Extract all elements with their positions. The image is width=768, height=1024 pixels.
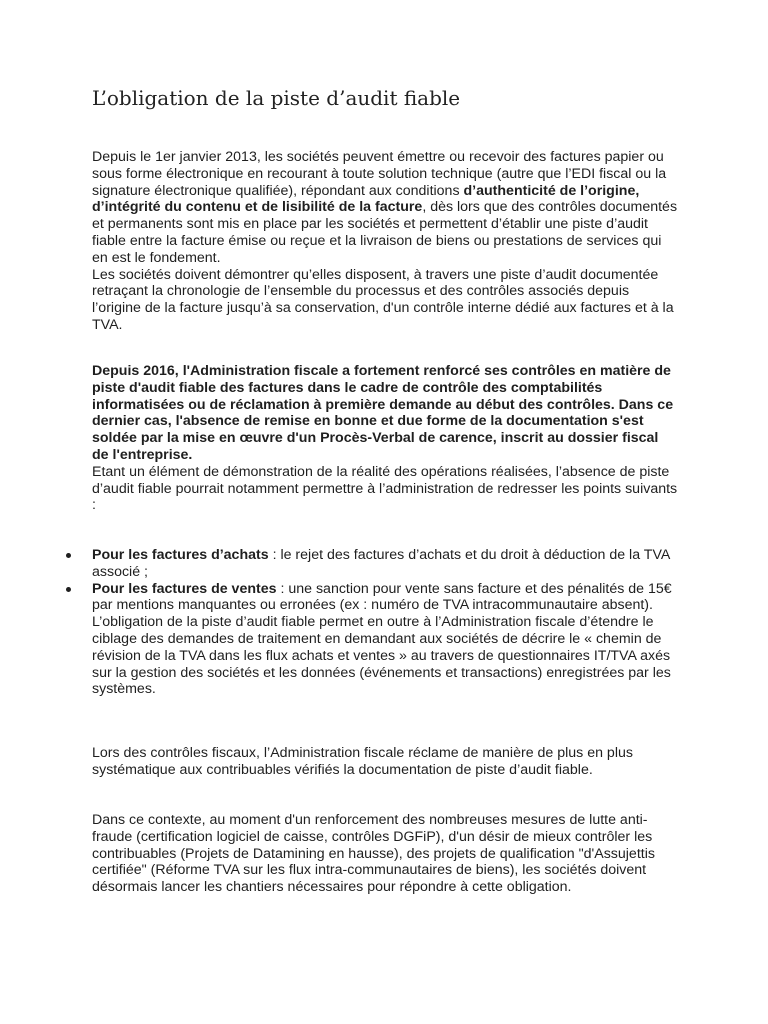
paragraph-text (92, 149, 678, 267)
list-item (92, 581, 678, 615)
page-title: L’obligation de la piste d’audit fiable (92, 86, 461, 110)
paragraph-text: Lors des contrôles fiscaux, l’Administration fiscale réclame de manière de plus en plus systématique aux contribuables vérifiés la documentation de piste d’audit fiable. (92, 745, 633, 778)
text-span: : une sanction pour vente sans facture et des pénalités de 15€ par mentions manquantes ou erronées (ex : numéro de TVA intracommunautaire absent). (92, 580, 672, 614)
paragraph-text: L’obligation de la piste d’audit fiable permet en outre à l’Administration fiscale d’étendre le ciblage des demandes de traitement en demandant aux sociétés de décrire le « chemin de révision de la TVA dans les flux achats et ventes » au travers de questionnaires IT/TVA axés sur la gestion des sociétés et les données (événements et transactions) enregistrées par les systèmes. (92, 614, 671, 698)
paragraph-electronic-invoicing (92, 149, 678, 334)
bold-text: d’authenticité de l’origine, d’intégrité du contenu et de lisibilité de la facture (92, 182, 640, 216)
bullet-list (92, 547, 678, 698)
paragraph-tax-administration (92, 363, 678, 514)
paragraph-text: Etant un élément de démonstration de la réalité des opérations réalisées, l’absence de piste d’audit fiable pourrait notamment permettre à l’administration de redresser les points suivants : (92, 463, 678, 514)
bold-text: Pour les factures d’achats (92, 547, 269, 563)
text-span: : le rejet des factures d’achats et du droit à déduction de la TVA associé ; (92, 547, 670, 580)
text-span: , dès lors que des contrôles documentés et permanents sont mis en place par les sociétés et permettent d’établir une piste d’audit fiable entre la facture émise ou reçue et la livraison de biens ou prestations de services qui en est le fondement. (92, 199, 678, 266)
paragraph-context (92, 812, 678, 896)
bold-paragraph: Depuis 2016, l'Administration fiscale a fortement renforcé ses contrôles en matière de piste d'audit fiable des factures dans le cadre de contrôle des comptabilités informatisées ou de réclamation à première demande au début des contrôles. Dans ce dernier cas, l'absence de remise en bonne et due forme de la documentation s'est soldée par la mise en œuvre d'un Procès-Verbal de carence, inscrit au dossier fiscal de l'entreprise. (92, 363, 674, 463)
bullet-icon (66, 587, 71, 592)
bullet-icon (66, 553, 71, 558)
list-item (92, 547, 678, 581)
bold-text: Pour les factures de ventes (92, 580, 277, 597)
text-span: Depuis le 1er janvier 2013, les sociétés peuvent émettre ou recevoir des factures papier ou sous forme électronique en recourant à toute solution technique (autre que l’EDI fiscal ou la signature électronique qualifiée), répondant aux conditions (92, 149, 667, 199)
paragraph-text: Dans ce contexte, au moment d'un renforcement des nombreuses mesures de lutte anti-fraude (certification logiciel de caisse, contrôles DGFiP), d'un désir de mieux contrôler les contribuables (Projets de Datamining en hausse), des projets de qualification "d'Assujettis certifiée" (Réforme TVA sur les flux intra-communautaires de biens), les sociétés doivent désormais lancer les chantiers nécessaires pour répondre à cette obligation. (92, 812, 655, 896)
paragraph-text: Les sociétés doivent démontrer qu’elles disposent, à travers une piste d’audit documentée retraçant la chronologie de l’ensemble du processus et des contrôles associés depuis l’origine de la facture jusqu’à sa conservation, d'un contrôle interne dédié aux factures et à la TVA. (92, 266, 674, 333)
paragraph-tax-audits (92, 745, 678, 779)
